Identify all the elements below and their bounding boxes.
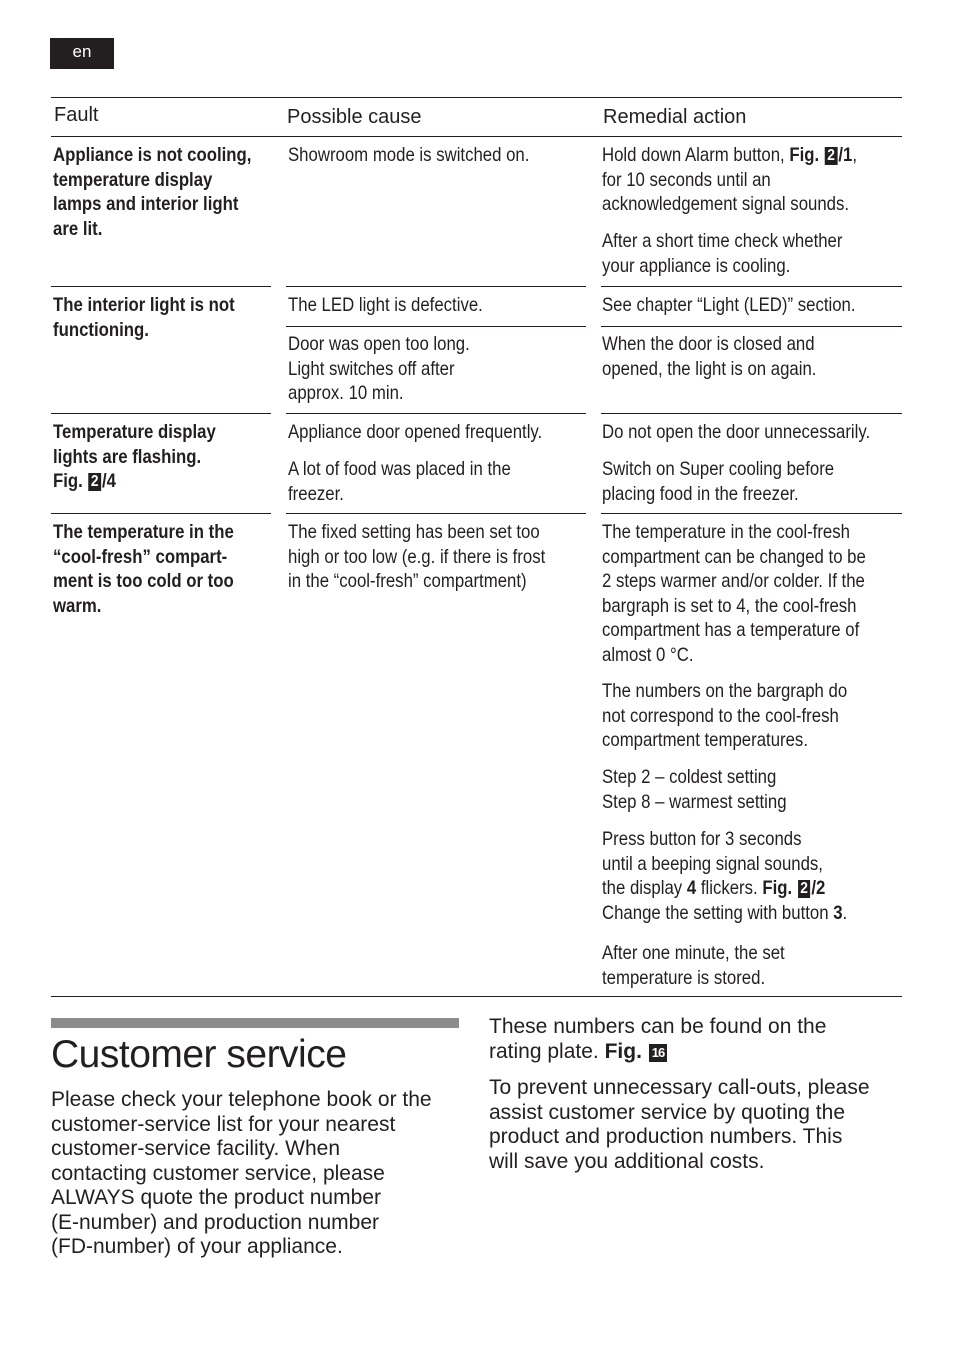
row-rule — [601, 513, 902, 514]
action-cell: When the door is closed and opened, the light is on again. — [602, 333, 817, 380]
action-cell: See chapter “Light (LED)” section. — [602, 294, 856, 316]
action-cell: Do not open the door unnecessarily. — [602, 421, 871, 443]
row-rule — [286, 326, 586, 327]
figure-16-icon: 16 — [649, 1044, 667, 1062]
cause-cell: A lot of food was placed in the freezer. — [288, 458, 511, 505]
row-rule — [601, 413, 902, 414]
row-rule — [286, 513, 586, 514]
header-bottom-rule — [51, 136, 902, 137]
row-rule — [286, 286, 586, 287]
row-rule — [286, 413, 586, 414]
cause-cell: Door was open too long. Light switches off after approx. 10 min. — [288, 333, 470, 404]
language-badge: en — [50, 38, 114, 69]
action-cell: After one minute, the set temperature is stored. — [602, 942, 785, 989]
cause-cell: The LED light is defective. — [288, 294, 483, 316]
row-rule — [51, 413, 271, 414]
figure-2-icon: 2 — [88, 473, 101, 491]
action-cell: The numbers on the bargraph do not correspond to the cool-fresh compartment temperatures. — [602, 680, 848, 751]
row-rule — [601, 326, 902, 327]
rating-plate-paragraph: These numbers can be found on the rating plate. Fig. 16 — [489, 1015, 827, 1063]
fault-cell: Temperature display lights are flashing. Fig. 2 /4 — [53, 421, 216, 492]
table-top-rule — [51, 97, 902, 98]
fault-cell: Appliance is not cooling, temperature display lamps and interior light are lit. — [53, 144, 252, 240]
figure-2-icon: 2 — [825, 147, 838, 165]
action-cell: After a short time check whether your appliance is cooling. — [602, 230, 843, 277]
section-bar — [51, 1018, 459, 1028]
cause-cell: Appliance door opened frequently. — [288, 421, 543, 443]
cause-cell: Showroom mode is switched on. — [288, 144, 530, 166]
action-cell: Hold down Alarm button, Fig. 2 /1, for 10 seconds until an acknowledgement signal sounds. — [602, 144, 858, 215]
call-out-paragraph: To prevent unnecessary call-outs, please assist customer service by quoting the product and production numbers. This will save you additional costs. — [489, 1076, 870, 1173]
row-rule — [51, 286, 271, 287]
table-bottom-rule — [51, 996, 902, 997]
action-cell: The temperature in the cool-fresh compartment can be changed to be 2 steps warmer and/or colder. If the bargraph is set to 4, the cool-fresh compartment has a temperature of almost 0 °C. — [602, 521, 866, 666]
figure-2-icon: 2 — [798, 880, 811, 898]
action-cell: Switch on Super cooling before placing food in the freezer. — [602, 458, 835, 505]
header-possible-cause: Possible cause — [287, 106, 422, 128]
fault-cell: The temperature in the “cool-fresh” compart- ment is too cold or too warm. — [53, 521, 234, 617]
row-rule — [51, 513, 271, 514]
fault-cell: The interior light is not functioning. — [53, 294, 235, 341]
section-title: Customer service — [51, 1033, 347, 1076]
header-fault: Fault — [54, 104, 99, 126]
row-rule — [601, 286, 902, 287]
action-cell: Step 2 – coldest setting Step 8 – warmest setting — [602, 766, 787, 813]
cause-cell: The fixed setting has been set too high or too low (e.g. if there is frost in the “cool-fresh” compartment) — [288, 521, 546, 592]
header-remedial-action: Remedial action — [603, 106, 747, 128]
action-cell: Press button for 3 seconds until a beeping signal sounds, the display 4 flickers. Fig. 2 /2 Change the setting with button 3. — [602, 828, 848, 924]
customer-service-paragraph: Please check your telephone book or the customer-service list for your nearest customer-service facility. When contacting customer service, please ALWAYS quote the product number (E-number) and production number (FD-number) of your appliance. — [51, 1088, 432, 1258]
